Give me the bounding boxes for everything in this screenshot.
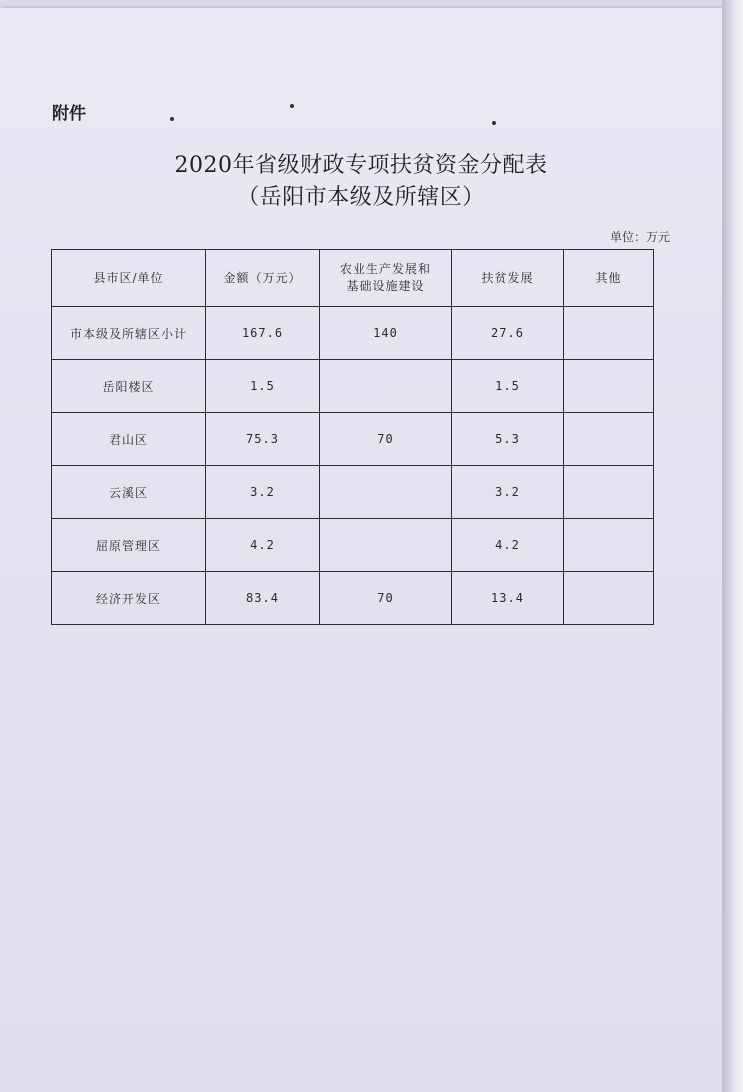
cell-poverty: 27.6 [452, 307, 564, 360]
table-row [52, 413, 654, 466]
cell-poverty: 3.2 [452, 466, 564, 519]
cell-amount: 75.3 [206, 413, 320, 466]
cell-agri: 140 [320, 307, 452, 360]
cell-unit: 岳阳楼区 [52, 360, 206, 413]
cell-other [564, 307, 654, 360]
table-header-row [52, 250, 654, 307]
header-agri-line2: 基础设施建设 [346, 279, 425, 293]
table-row [52, 360, 654, 413]
page-edge [722, 0, 743, 1092]
cell-amount: 83.4 [206, 572, 320, 625]
cell-unit: 君山区 [52, 413, 206, 466]
table-row [52, 519, 654, 572]
allocation-table [51, 249, 654, 625]
header-unit: 县市区/单位 [52, 250, 206, 307]
cell-other [564, 466, 654, 519]
cell-agri [320, 466, 452, 519]
cell-poverty: 13.4 [452, 572, 564, 625]
scan-speck [170, 117, 174, 121]
cell-other [564, 360, 654, 413]
header-other: 其他 [564, 250, 654, 307]
header-agri-line1: 农业生产发展和 [339, 262, 431, 276]
scan-speck [290, 104, 294, 108]
header-agri [320, 250, 452, 307]
cell-other [564, 413, 654, 466]
cell-unit: 市本级及所辖区小计 [52, 307, 206, 360]
cell-poverty: 4.2 [452, 519, 564, 572]
cell-agri: 70 [320, 572, 452, 625]
cell-amount: 1.5 [206, 360, 320, 413]
cell-other [564, 572, 654, 625]
document-title: 2020年省级财政专项扶贫资金分配表 [174, 153, 548, 178]
cell-amount: 3.2 [206, 466, 320, 519]
cell-agri [320, 360, 452, 413]
attachment-label: 附件 [52, 104, 86, 124]
cell-amount: 4.2 [206, 519, 320, 572]
table-row [52, 307, 654, 360]
header-amount: 金额（万元） [206, 250, 320, 307]
cell-other [564, 519, 654, 572]
table-row [52, 572, 654, 625]
cell-unit: 屈原管理区 [52, 519, 206, 572]
unit-label: 单位：万元 [609, 230, 670, 244]
cell-agri: 70 [320, 413, 452, 466]
cell-agri [320, 519, 452, 572]
cell-unit: 经济开发区 [52, 572, 206, 625]
cell-poverty: 1.5 [452, 360, 564, 413]
cell-amount: 167.6 [206, 307, 320, 360]
document-subtitle: （岳阳市本级及所辖区） [237, 185, 485, 210]
cell-poverty: 5.3 [452, 413, 564, 466]
table-row [52, 466, 654, 519]
header-poverty: 扶贫发展 [452, 250, 564, 307]
cell-unit: 云溪区 [52, 466, 206, 519]
scan-speck [492, 121, 496, 125]
